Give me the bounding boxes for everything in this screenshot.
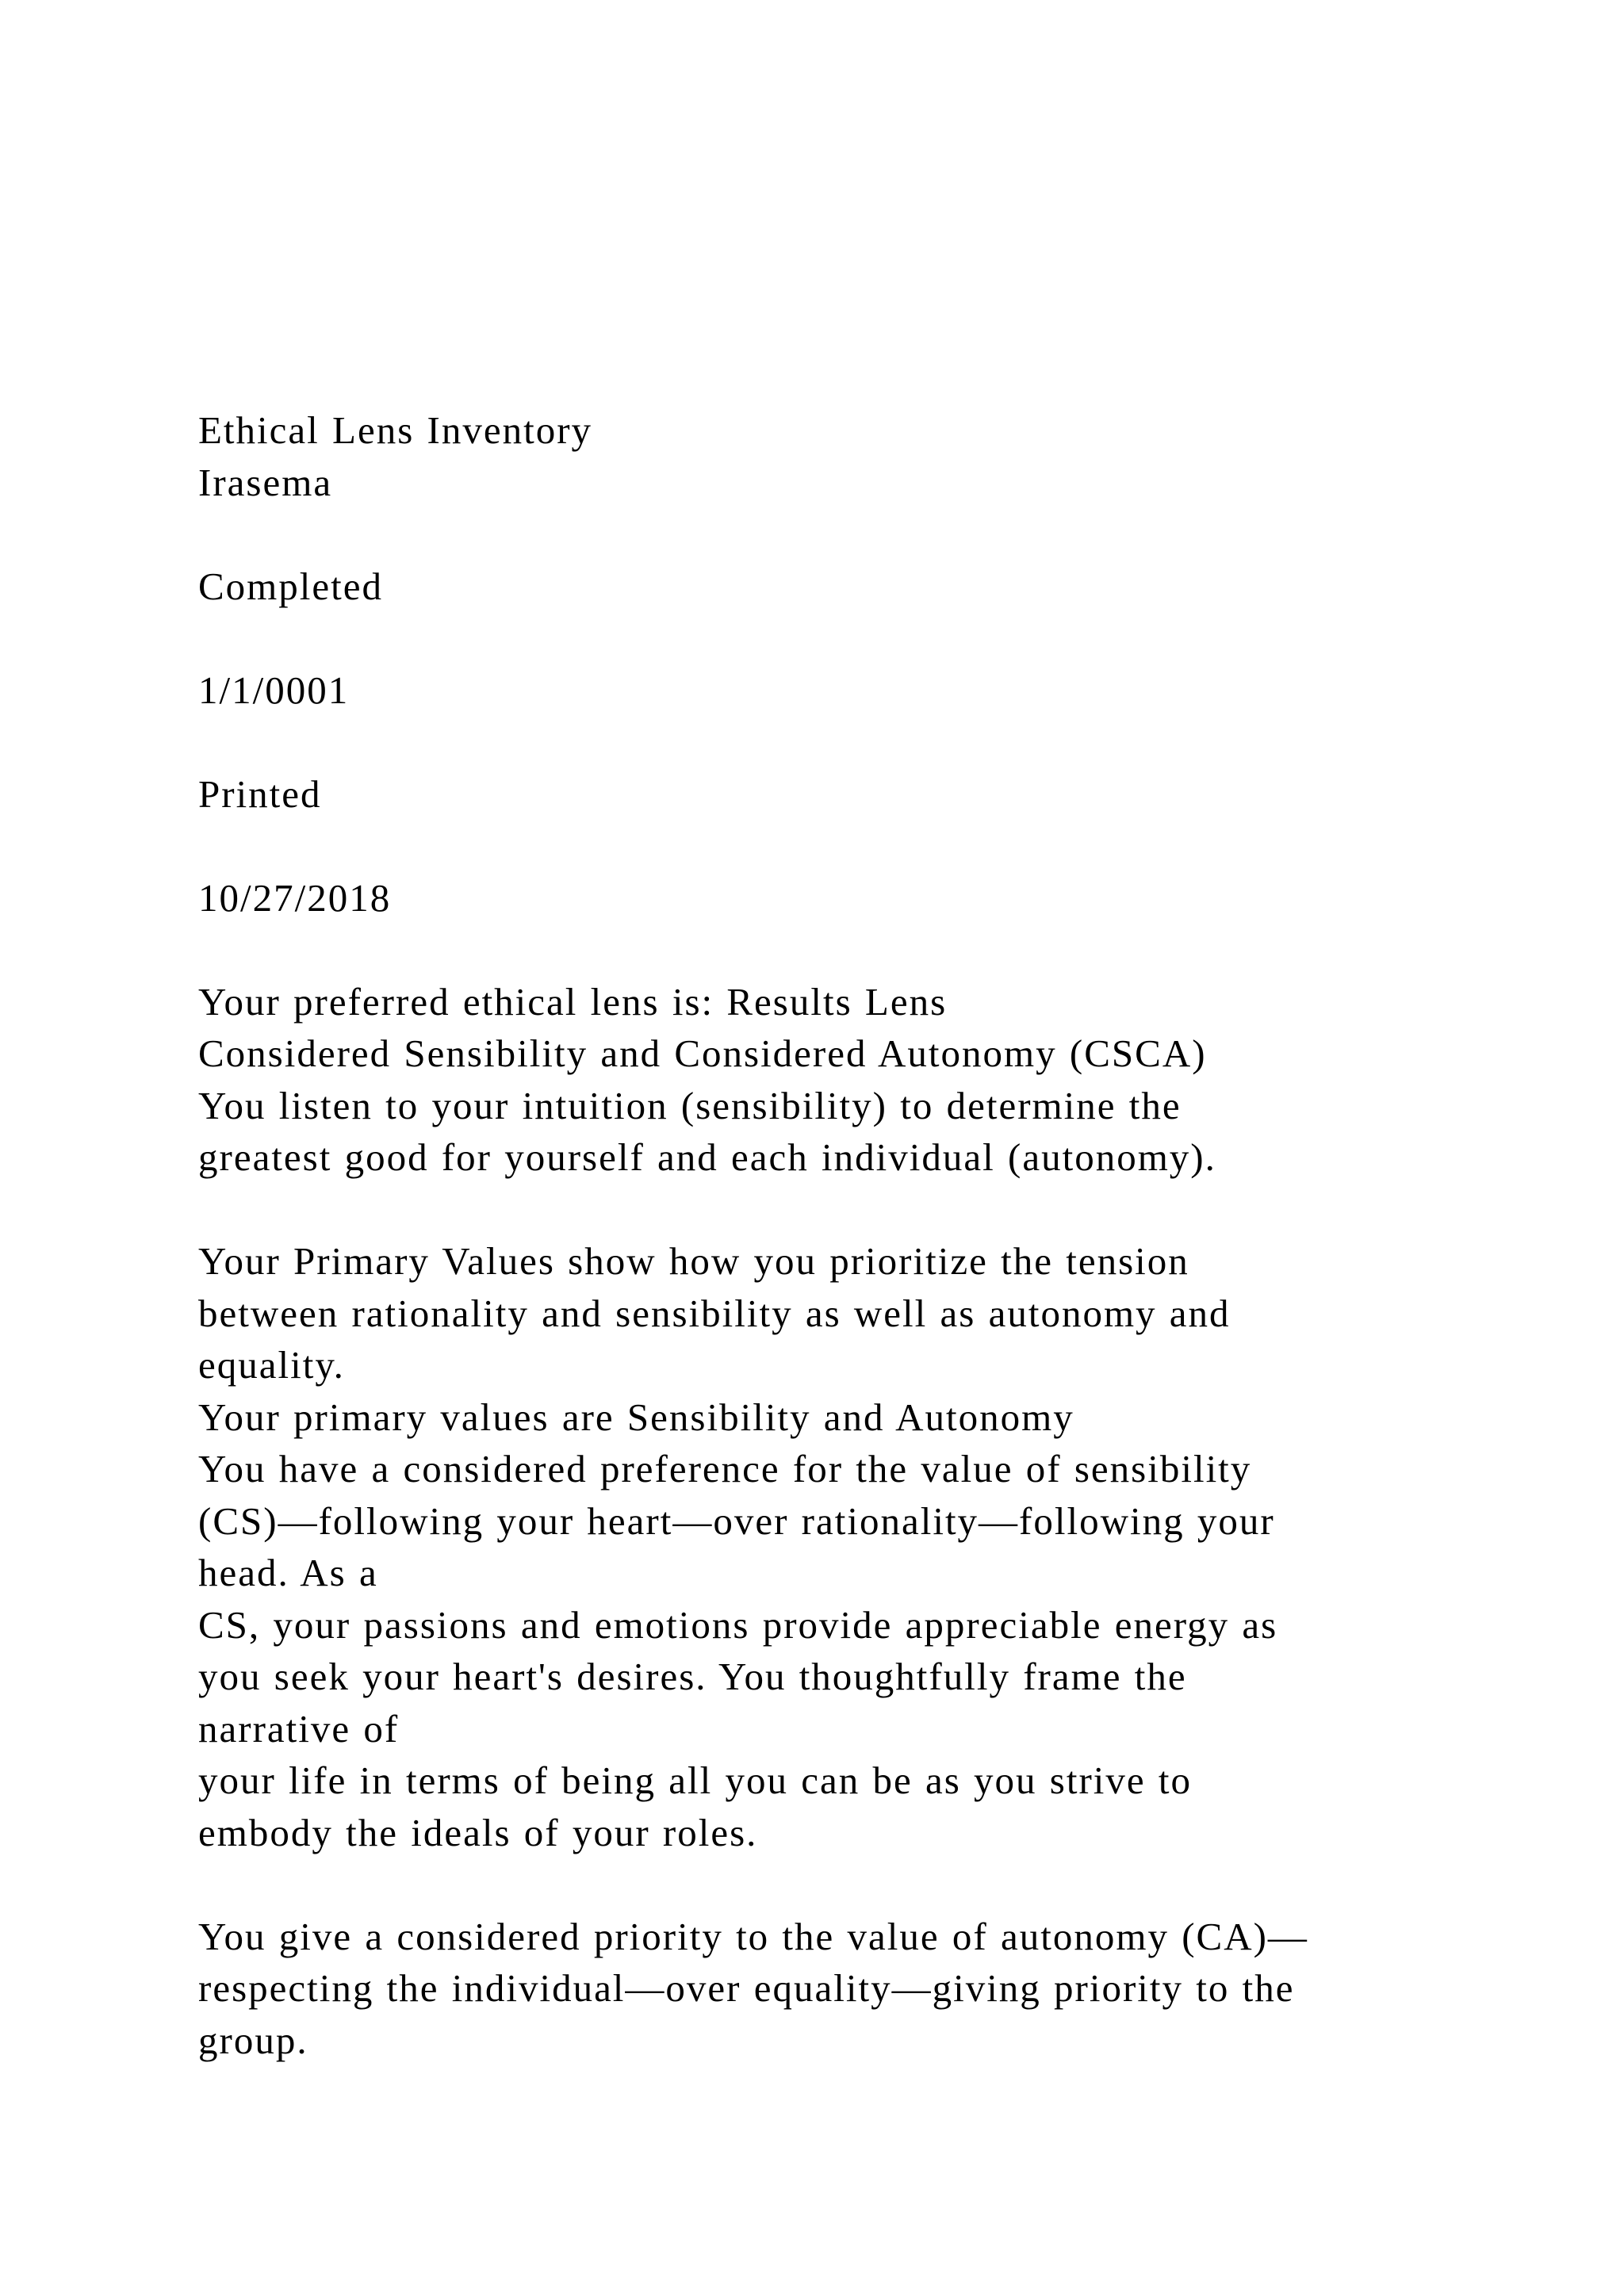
respondent-name: Irasema [198, 460, 333, 504]
printed-date: 10/27/2018 [198, 875, 392, 920]
lens-description-line: greatest good for yourself and each individual (autonomy). [198, 1135, 1216, 1179]
completed-label: Completed [198, 564, 384, 608]
autonomy-paragraph-line: group. [198, 2018, 308, 2062]
printed-label: Printed [198, 771, 322, 816]
document-body [198, 404, 1546, 2066]
spacer [198, 924, 1546, 976]
preferred-lens: Your preferred ethical lens is: Results Lens [198, 979, 948, 1024]
sensibility-paragraph-line: You have a considered preference for the value of sensibility [198, 1447, 1252, 1490]
spacer [198, 716, 1546, 768]
spacer [198, 612, 1546, 664]
values-intro-line: Your Primary Values show how you prioritize the tension [198, 1239, 1189, 1283]
spacer [198, 1858, 1546, 1911]
sensibility-paragraph-line: you seek your heart's desires. You thoughtfully frame the [198, 1655, 1187, 1698]
lens-style: Considered Sensibility and Considered Autonomy (CSCA) [198, 1031, 1207, 1075]
sensibility-paragraph-line: your life in terms of being all you can be as you strive to [198, 1758, 1193, 1802]
spacer [198, 820, 1546, 872]
sensibility-paragraph-line: narrative of [198, 1706, 400, 1751]
sensibility-paragraph-line: head. As a [198, 1551, 378, 1594]
spacer [198, 508, 1546, 561]
values-intro-line: equality. [198, 1343, 345, 1387]
spacer [198, 1184, 1546, 1236]
autonomy-paragraph-line: You give a considered priority to the value of autonomy (CA)— [198, 1914, 1308, 1958]
sensibility-paragraph-line: (CS)—following your heart—over rationality—following your [198, 1498, 1275, 1543]
primary-values: Your primary values are Sensibility and Autonomy [198, 1395, 1074, 1439]
values-intro-line: between rationality and sensibility as well as autonomy and [198, 1291, 1231, 1335]
document-title: Ethical Lens Inventory [198, 408, 593, 452]
sensibility-paragraph-line: CS, your passions and emotions provide appreciable energy as [198, 1602, 1278, 1647]
sensibility-paragraph-line: embody the ideals of your roles. [198, 1810, 758, 1854]
autonomy-paragraph-line: respecting the individual—over equality—giving priority to the [198, 1966, 1295, 2010]
lens-description-line: You listen to your intuition (sensibility) to determine the [198, 1083, 1182, 1127]
completed-date: 1/1/0001 [198, 668, 350, 712]
